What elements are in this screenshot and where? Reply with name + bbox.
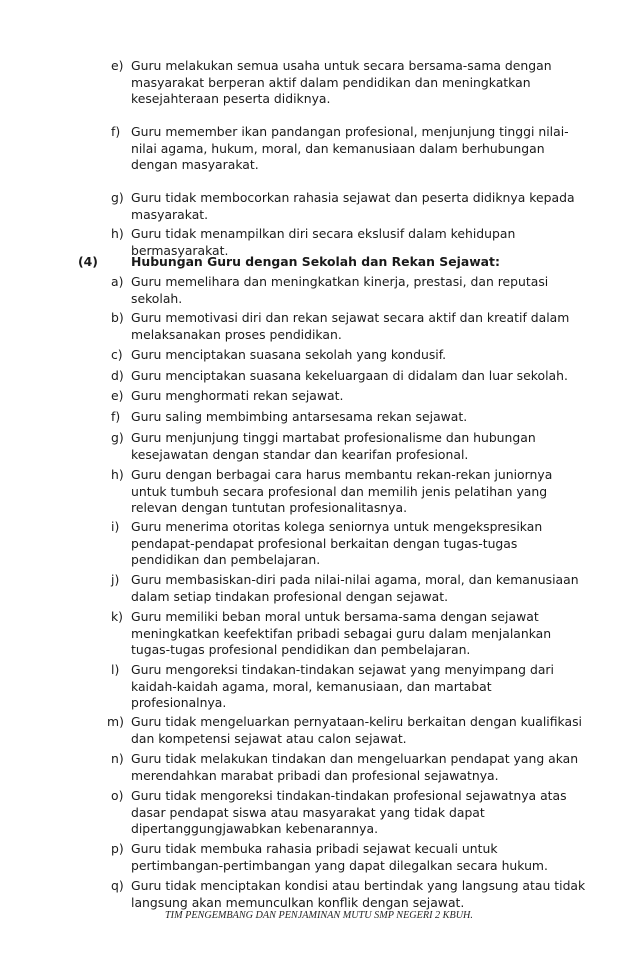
list-marker: i) <box>111 519 120 534</box>
list-item-text: Guru menghormati rekan sejawat. <box>131 388 344 403</box>
list-item <box>0 841 638 878</box>
list-marker: h) <box>111 467 124 482</box>
list-item-text: Guru tidak mengeluarkan pernyataan-keliru berkaitan dengan kualifikasi dan kompetensi sejawat atau calon sejawat. <box>131 714 582 746</box>
list-marker: f) <box>111 409 121 424</box>
list-item <box>0 519 638 572</box>
list-item-text: Guru memelihara dan meningkatkan kinerja, prestasi, dan reputasi sekolah. <box>131 274 549 306</box>
list-item <box>0 662 638 714</box>
list-item-text: Guru tidak menampilkan diri secara ekslusif dalam kehidupan bermasyarakat. <box>131 226 516 258</box>
list-marker: a) <box>111 274 124 289</box>
list-item <box>0 714 638 751</box>
list-item-text: Guru tidak melakukan tindakan dan mengeluarkan pendapat yang akan merendahkan marabat pribadi dan profesional sejawatnya. <box>131 751 579 783</box>
list-item-text: Guru melakukan semua usaha untuk secara bersama-sama dengan masyarakat berperan aktif dalam pendidikan dan meningkatkan kesejahteraan peserta didiknya. <box>131 58 552 107</box>
list-item-text: Guru menjunjung tinggi martabat profesionalisme dan hubungan kesejawatan dengan standar dan kearifan profesional. <box>131 430 536 462</box>
list-item <box>0 430 638 467</box>
list-item <box>0 58 638 124</box>
list-item-text: Guru memember ikan pandangan profesional, menjunjung tinggi nilai-nilai agama, hukum, moral, dan kemanusiaan dalam berhubungan dengan masyarakat. <box>131 124 569 173</box>
list-marker: l) <box>111 662 120 677</box>
list-item-text: Guru menciptakan suasana kekeluargaan di didalam dan luar sekolah. <box>131 368 568 383</box>
list-item-text: Guru menerima otoritas kolega seniornya untuk mengekspresikan pendapat-pendapat profesional berkaitan dengan tugas-tugas pendidikan dan pembelajaran. <box>131 519 543 568</box>
list-marker: k) <box>111 609 124 624</box>
page-footer: TIM PENGEMBANG DAN PENJAMINAN MUTU SMP NEGERI 2 KBUH. <box>165 910 473 921</box>
list-item-text: Guru mengoreksi tindakan-tindakan sejawat yang menyimpang dari kaidah-kaidah agama, moral, kemanusiaan, dan martabat profesionalnya. <box>131 662 554 711</box>
list-marker: e) <box>111 58 124 73</box>
list-marker: e) <box>111 388 124 403</box>
list-item-text: Guru tidak membuka rahasia pribadi sejawat kecuali untuk pertimbangan-pertimbangan yang dapat dilegalkan secara hukum. <box>131 841 548 873</box>
list-item <box>0 368 638 388</box>
list-item <box>0 878 638 911</box>
list-marker: j) <box>111 572 120 587</box>
list-item-text: Guru memotivasi diri dan rekan sejawat secara aktif dan kreatif dalam melaksanakan proses pendidikan. <box>131 310 570 342</box>
list-marker: m) <box>107 714 124 729</box>
list-item-text: Guru membasiskan-diri pada nilai-nilai agama, moral, dan kemanusiaan dalam setiap tindakan profesional dengan sejawat. <box>131 572 579 604</box>
list-marker: g) <box>111 190 124 205</box>
list-marker: o) <box>111 788 124 803</box>
list-item-text: Guru tidak membocorkan rahasia sejawat dan peserta didiknya kepada masyarakat. <box>131 190 575 222</box>
community-relations-list <box>0 58 638 259</box>
list-marker: c) <box>111 347 123 362</box>
school-colleague-relations-list <box>0 274 638 911</box>
list-marker: n) <box>111 751 124 766</box>
list-item-text: Guru menciptakan suasana sekolah yang kondusif. <box>131 347 447 362</box>
list-marker: g) <box>111 430 124 445</box>
list-marker: q) <box>111 878 124 893</box>
list-marker: f) <box>111 124 121 139</box>
section-number: (4) <box>78 254 98 269</box>
list-item <box>0 609 638 662</box>
list-item-text: Guru memiliki beban moral untuk bersama-sama dengan sejawat meningkatkan keefektifan pribadi sebagai guru dalam menjalankan tugas-tugas profesional pendidikan dan pembelajaran. <box>131 609 552 658</box>
list-item <box>0 274 638 310</box>
list-marker: h) <box>111 226 124 241</box>
list-item <box>0 572 638 609</box>
section-title: Hubungan Guru dengan Sekolah dan Rekan Sejawat: <box>131 254 500 269</box>
list-item <box>0 751 638 788</box>
list-item <box>0 409 638 430</box>
list-marker: d) <box>111 368 124 383</box>
list-item <box>0 788 638 841</box>
list-item-text: Guru saling membimbing antarsesama rekan sejawat. <box>131 409 468 424</box>
list-item-text: Guru dengan berbagai cara harus membantu rekan-rekan juniornya untuk tumbuh secara profesional dan memilih jenis pelatihan yang relevan dengan tuntutan profesionalitasnya. <box>131 467 553 516</box>
list-item <box>0 124 638 190</box>
list-item <box>0 190 638 226</box>
list-item <box>0 467 638 519</box>
list-item <box>0 310 638 347</box>
list-item-text: Guru tidak mengoreksi tindakan-tindakan profesional sejawatnya atas dasar pendapat siswa atau masyarakat yang tidak dapat dipertanggungjawabkan kebenarannya. <box>131 788 567 837</box>
list-marker: b) <box>111 310 124 325</box>
list-item <box>0 347 638 368</box>
list-item <box>0 388 638 409</box>
list-marker: p) <box>111 841 124 856</box>
list-item-text: Guru tidak menciptakan kondisi atau bertindak yang langsung atau tidak langsung akan memunculkan konflik dengan sejawat. <box>131 878 586 910</box>
